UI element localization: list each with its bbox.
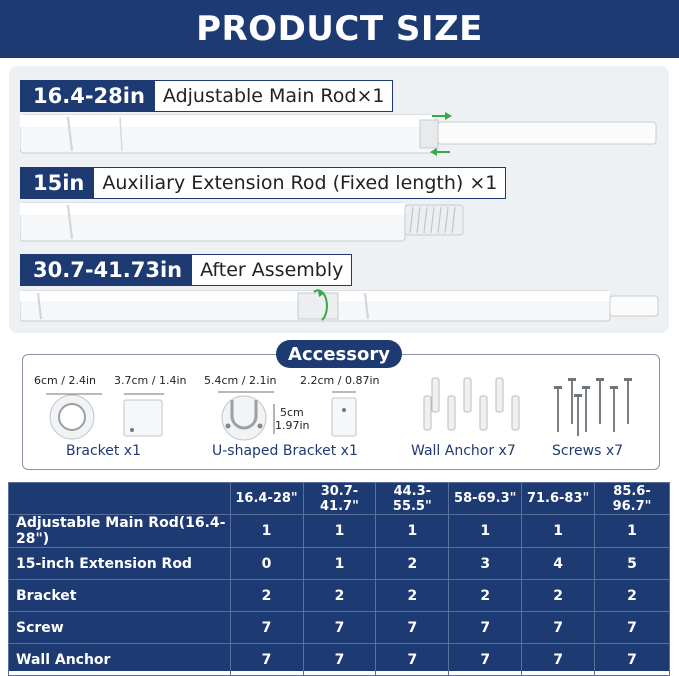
u-bracket-label: U-shaped Bracket x1 [212,443,358,459]
row-label: Bracket [9,580,231,612]
bracket-diameter-dim: 6cm / 2.4in [34,374,96,387]
table-row [9,612,670,644]
row-label: Adjustable Main Rod(16.4-28") [9,515,231,548]
column-header: 30.7-41.7" [303,483,376,515]
assembly-tag [20,254,352,286]
table-cell: 7 [303,644,376,676]
table-cell: 1 [449,515,522,548]
table-cell: 4 [522,548,595,580]
table-cell: 2 [449,580,522,612]
main-rod-image [20,110,660,160]
extension-rod-image [20,199,470,245]
table-cell: 7 [230,612,303,644]
row-label: Screw [9,612,231,644]
table-cell: 7 [522,644,595,676]
table-header-row [9,483,670,515]
table-cell: 7 [522,612,595,644]
wall-anchor-icon [420,374,530,440]
table-cell: 7 [230,644,303,676]
table-cell: 0 [230,548,303,580]
table-cell: 5 [595,548,670,580]
table-cell: 7 [449,644,522,676]
u-bracket-height-in: 1.97in [275,419,310,432]
column-header: 71.6-83" [522,483,595,515]
column-header: 16.4-28" [230,483,303,515]
table-cell: 1 [376,515,449,548]
table-cell: 7 [376,612,449,644]
u-bracket-width-dim: 5.4cm / 2.1in [204,374,277,387]
table-cell: 7 [595,612,670,644]
u-bracket-icon [214,390,364,442]
bracket-label: Bracket x1 [66,443,141,459]
main-rod-tag [20,80,393,112]
assembly-description: After Assembly [200,259,344,281]
accessory-title: Accessory [276,340,402,368]
table-row [9,515,670,548]
table-cell: 7 [449,612,522,644]
table-cell: 1 [595,515,670,548]
table-row [9,548,670,580]
table-cell: 2 [595,580,670,612]
table-cell: 2 [522,580,595,612]
extension-rod-size: 15in [21,168,94,198]
column-header: 44.3-55.5" [376,483,449,515]
table-cell: 1 [303,548,376,580]
column-header: 85.6-96.7" [595,483,670,515]
table-cell: 2 [303,580,376,612]
table-cell: 2 [376,580,449,612]
u-bracket-depth-dim: 2.2cm / 0.87in [300,374,380,387]
bracket-depth-dim: 3.7cm / 1.4in [114,374,187,387]
screws-label: Screws x7 [552,443,624,459]
header-banner [0,0,679,58]
quantity-table [8,482,670,671]
wall-anchor-label: Wall Anchor x7 [411,443,516,459]
assembly-size: 30.7-41.73in [21,255,192,285]
u-bracket-height-cm: 5cm [280,406,304,419]
page-title: PRODUCT SIZE [196,9,483,49]
main-rod-size: 16.4-28in [21,81,155,111]
table-corner [9,483,231,515]
table-cell: 1 [303,515,376,548]
main-rod-description: Adjustable Main Rod×1 [162,85,385,107]
extension-rod-description: Auxiliary Extension Rod (Fixed length) ×1 [102,172,498,194]
table-cell: 7 [376,644,449,676]
assembly-rod-image [20,286,660,326]
row-label: Wall Anchor [9,644,231,676]
table-cell: 3 [449,548,522,580]
bracket-icon [40,392,170,442]
table-cell: 2 [376,548,449,580]
table-cell: 1 [230,515,303,548]
table-cell: 2 [230,580,303,612]
table-row [9,580,670,612]
screws-icon [548,374,638,440]
table-cell: 1 [522,515,595,548]
extension-rod-tag [20,167,506,199]
table-cell: 7 [595,644,670,676]
table-cell: 7 [303,612,376,644]
column-header: 58-69.3" [449,483,522,515]
row-label: 15-inch Extension Rod [9,548,231,580]
